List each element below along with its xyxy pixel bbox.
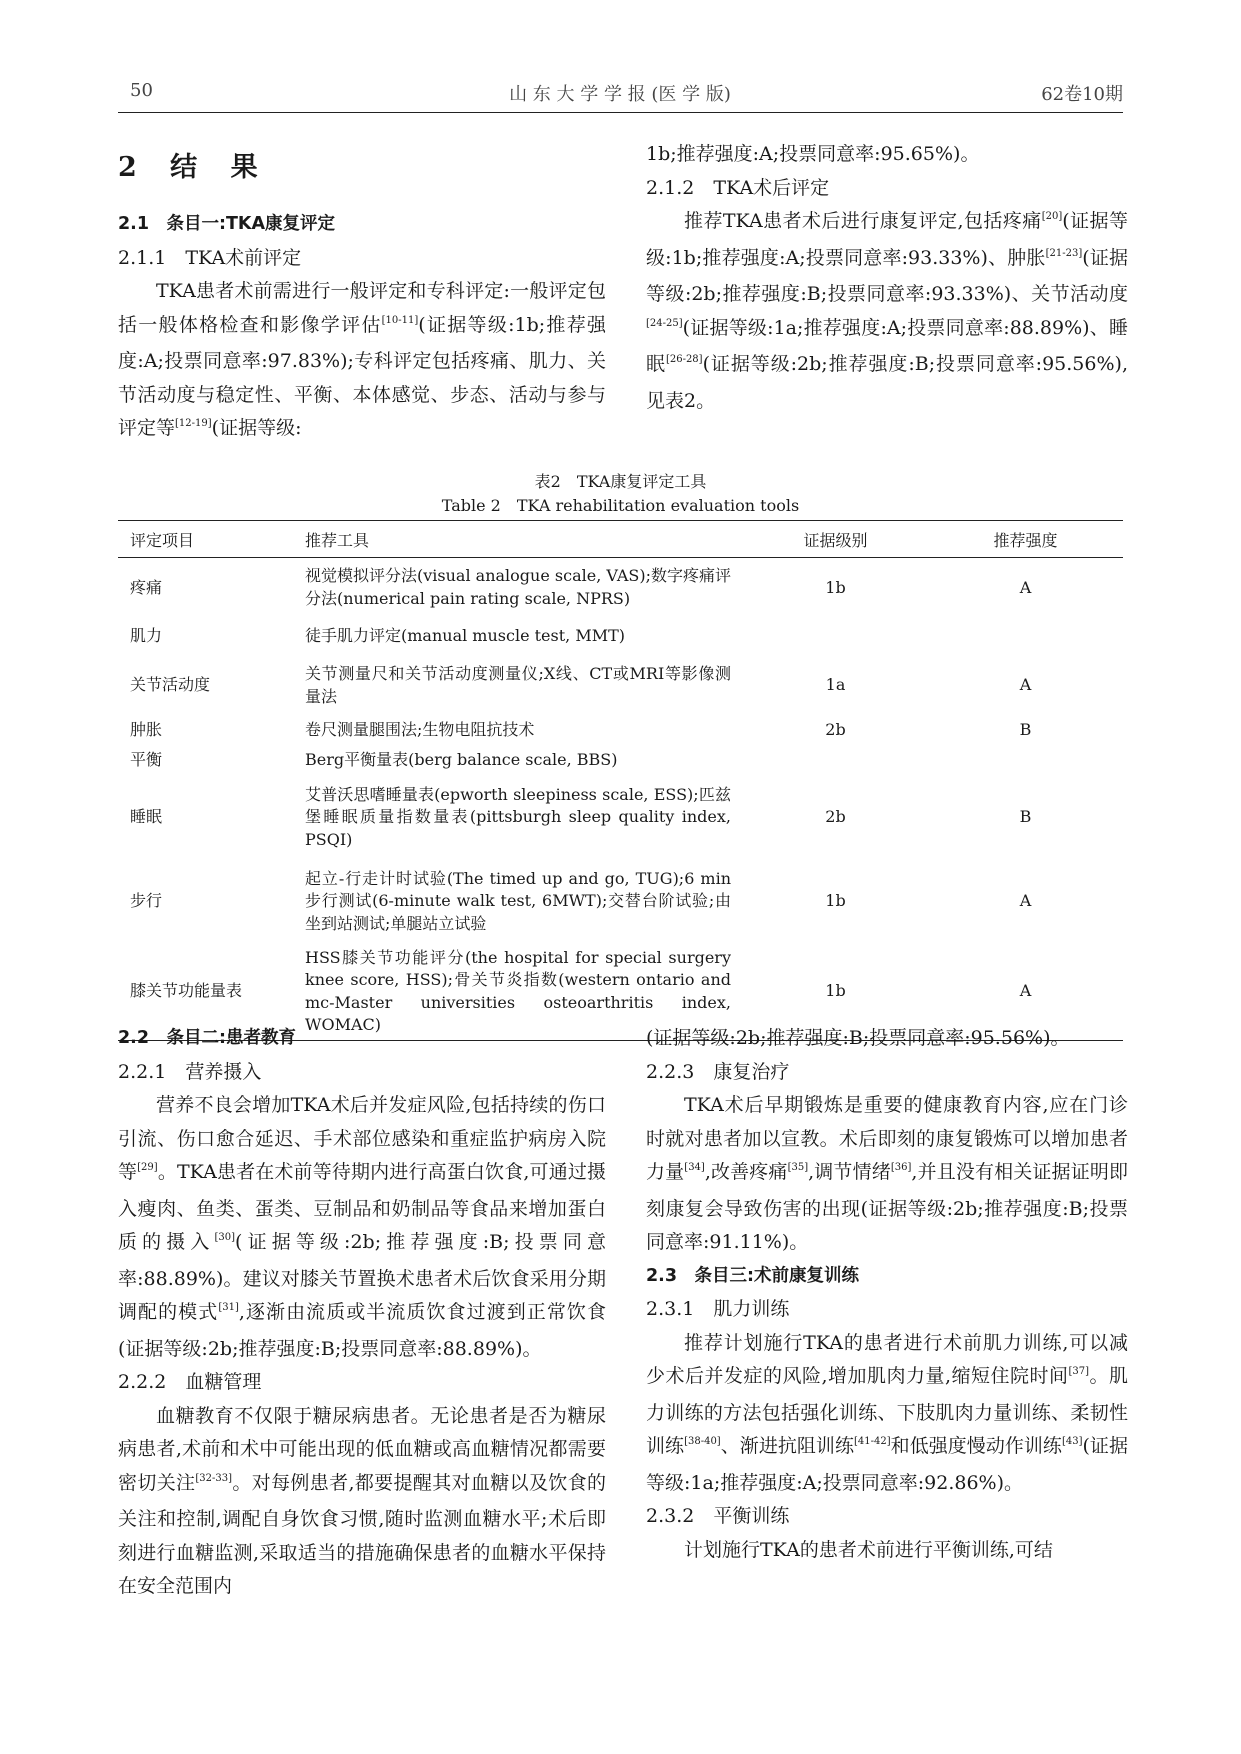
- citation: [29]: [137, 1162, 158, 1173]
- citation: [21-23]: [1045, 247, 1083, 259]
- heading-2-1-2: 2.1.2 TKA术后评定: [646, 176, 830, 199]
- table-row: [118, 776, 1123, 860]
- item-cell: 睡眠: [130, 807, 163, 827]
- heading-2-2: 2.2 条目二:患者教育: [118, 1028, 296, 1048]
- citation: [12-19]: [175, 418, 212, 429]
- strength-cell: [928, 618, 1123, 656]
- level-cell: 2b: [825, 720, 846, 740]
- level-cell: 1b: [825, 891, 846, 911]
- text-run: 推荐计划施行TKA的患者进行术前肌力训练,可以减少术后并发症的风险,增加肌肉力量,缩短住院时间: [646, 1331, 1128, 1387]
- strength-cell: B: [1019, 720, 1032, 740]
- citation: [24-25]: [646, 317, 683, 329]
- continued-text: 1b;推荐强度:A;投票同意率:95.65%)。: [646, 143, 980, 165]
- level-cell: [743, 618, 928, 656]
- text-run: 营养不良会增加TKA术后并发症风险,包括持续的伤口引流、伤口愈合延迟、手术部位感染和重症监护病房入院等: [118, 1094, 606, 1183]
- text-run: (证据等级:2b;推荐强度:B;投票同意率:93.33%)、关节活动度: [646, 246, 1128, 305]
- table-row: [118, 746, 1123, 776]
- paragraph-2-2-3: [646, 1089, 1128, 1260]
- text-run: 和低强度慢动作训练: [890, 1435, 1062, 1457]
- text-run: (证据等级:1a;推荐强度:A;投票同意率:92.86%)。: [646, 1435, 1128, 1494]
- tool-cell: 视觉模拟评分法(visual analogue scale, VAS);数字疼痛评分法(numerical pain rating scale, NPRS): [305, 566, 731, 608]
- table-header-row: [118, 521, 1123, 558]
- strength-cell: A: [928, 944, 1123, 1041]
- item-cell: 关节活动度: [130, 675, 211, 695]
- item-cell: 膝关节功能量表: [118, 944, 293, 1041]
- item-cell: 疼痛: [130, 577, 163, 597]
- text-run: 。肌力训练的方法包括强化训练、下肢肌肉力量训练、柔韧性训练: [646, 1365, 1128, 1457]
- item-cell: 肿胀: [130, 720, 163, 740]
- heading-2-2-1: 2.2.1 营养摄入: [118, 1060, 262, 1083]
- level-cell: 1b: [825, 577, 846, 597]
- strength-cell: [928, 746, 1123, 776]
- citation: [36]: [890, 1162, 912, 1173]
- tool-cell: 艾普沃思嗜睡量表(epworth sleepiness scale, ESS);匹兹堡睡眠质量指数量表(pittsburgh sleep quality index, PSQI): [305, 784, 731, 849]
- text-run: ,调节情绪: [808, 1161, 891, 1183]
- table-row: [118, 656, 1123, 716]
- item-cell: 平衡: [130, 750, 163, 770]
- citation: [38-40]: [684, 1436, 721, 1447]
- text-run: 血糖教育不仅限于糖尿病患者。无论患者是否为糖尿病患者,术前和术中可能出现的低血糖或高血糖情况都需要密切关注: [118, 1404, 606, 1494]
- continued-text: (证据等级:2b;推荐强度:B;投票同意率:95.56%)。: [646, 1027, 1070, 1049]
- text-run: (证据等级:2b;推荐强度:B;投票同意率:88.89%)。建议对膝关节置换术患者术后饮食采用分期调配的模式: [118, 1231, 606, 1323]
- text-run: TKA患者术前需进行一般评定和专科评定:一般评定包括一般体格检查和影像学评估: [118, 280, 606, 336]
- paragraph-2-3-1: [646, 1327, 1128, 1501]
- page-number: 50: [130, 80, 153, 101]
- journal-title: 山 东 大 学 学 报 (医 学 版): [509, 84, 731, 105]
- text-run: (证据等级:1b;推荐强度:A;投票同意率:97.83%);专科评定包括疼痛、肌力、关节活动度与稳定性、平衡、本体感觉、步态、活动与参与评定等: [118, 313, 606, 439]
- citation: [41-42]: [853, 1436, 891, 1447]
- bottom-right-column: [646, 1022, 1128, 1567]
- text-run: (证据等级:1a;推荐强度:A;投票同意率:88.89%)、睡眠: [646, 316, 1128, 375]
- heading-2-1: 2.1 条目一:TKA康复评定: [118, 214, 336, 234]
- tool-cell: 关节测量尺和关节活动度测量仪;X线、CT或MRI等影像测量法: [305, 664, 731, 706]
- tool-cell: 徒手肌力评定(manual muscle test, MMT): [305, 626, 626, 646]
- strength-cell: A: [1019, 577, 1032, 597]
- strength-cell: A: [1019, 891, 1032, 911]
- level-cell: 1a: [825, 675, 846, 695]
- paragraph-2-2-1: [118, 1089, 606, 1366]
- header-cell: 推荐工具: [293, 521, 743, 558]
- heading-2-2-2: 2.2.2 血糖管理: [118, 1371, 262, 1393]
- table-row: [118, 618, 1123, 656]
- paragraph-2-1-1: [118, 275, 606, 449]
- bottom-left-column: [118, 1022, 606, 1604]
- citation: [30]: [214, 1232, 236, 1243]
- table-caption-en: Table 2 TKA rehabilitation evaluation tools: [441, 496, 800, 515]
- header-cell: 证据级别: [743, 521, 928, 558]
- text-run: (证据等级:1b;推荐强度:A;投票同意率:93.33%)、肿胀: [646, 210, 1128, 269]
- tool-cell: HSS膝关节功能评分(the hospital for special surgery knee score, HSS);骨关节炎指数(western ontario and mc-Master universities osteoarthritis index, WOMAC): [293, 944, 743, 1041]
- citation: [26-28]: [665, 354, 703, 365]
- level-cell: 2b: [825, 807, 846, 827]
- text-run: ,逐渐由流质或半流质饮食过渡到正常饮食(证据等级:2b;推荐强度:B;投票同意率:88.89%)。: [118, 1301, 606, 1360]
- text-run: (证据等级:: [211, 417, 302, 439]
- citation: [35]: [787, 1162, 809, 1173]
- citation: [34]: [684, 1162, 705, 1173]
- tool-cell: Berg平衡量表(berg balance scale, BBS): [305, 750, 618, 770]
- header-rule: [118, 112, 1123, 113]
- citation: [31]: [218, 1302, 239, 1313]
- item-cell: 肌力: [130, 626, 163, 646]
- heading-2-2-3: 2.2.3 康复治疗: [646, 1060, 790, 1083]
- heading-2-3-1: 2.3.1 肌力训练: [646, 1298, 790, 1320]
- header-cell: 推荐强度: [928, 521, 1123, 558]
- text-run: 。TKA患者在术前等待期内进行高蛋白饮食,可通过摄入瘦肉、鱼类、蛋类、豆制品和奶制品等食品来增加蛋白质的摄入: [118, 1161, 606, 1253]
- paragraph-2-1-2: [646, 205, 1128, 418]
- table-row: [118, 558, 1123, 618]
- citation: [20]: [1041, 211, 1063, 222]
- table-row: [118, 716, 1123, 746]
- text-run: TKA术后早期锻炼是重要的健康教育内容,应在门诊时就对患者加以宣教。术后即刻的康复锻炼可以增加患者力量: [646, 1094, 1128, 1183]
- citation: [43]: [1061, 1436, 1083, 1447]
- heading-2-3: 2.3 条目三:术前康复训练: [646, 1265, 859, 1286]
- paragraph-2-3-2: 计划施行TKA的患者术前进行平衡训练,可结: [684, 1538, 1053, 1561]
- citation: [37]: [1068, 1366, 1089, 1377]
- table-caption-cn: 表2 TKA康复评定工具: [534, 472, 707, 491]
- tool-cell: 起立-行走计时试验(The timed up and go, TUG);6 min步行测试(6-minute walk test, 6MWT);交替台阶试验;由坐到站测试;单腿站立试验: [305, 868, 731, 933]
- top-left-column: [118, 148, 606, 449]
- paragraph-2-2-2: [118, 1400, 606, 1604]
- level-cell: [743, 746, 928, 776]
- strength-cell: B: [1019, 807, 1032, 827]
- heading-2-3-2: 2.3.2 平衡训练: [646, 1505, 790, 1527]
- strength-cell: A: [1019, 675, 1032, 695]
- header-cell: 评定项目: [118, 521, 293, 558]
- text-run: 、渐进抗阻训练: [720, 1435, 854, 1457]
- text-run: (证据等级:2b;推荐强度:B;投票同意率:95.56%),见表2。: [646, 353, 1128, 412]
- text-run: ,改善疼痛: [704, 1161, 788, 1183]
- top-right-column: [646, 138, 1128, 418]
- tool-cell: 卷尺测量腿围法;生物电阻抗技术: [305, 720, 535, 740]
- item-cell: 步行: [130, 891, 163, 911]
- table-row: [118, 860, 1123, 944]
- text-run: 。对每例患者,都要提醒其对血糖以及饮食的关注和控制,调配自身饮食习惯,随时监测血糖水平;术后即刻进行血糖监测,采取适当的措施确保患者的血糖水平保持在安全范围内: [118, 1471, 606, 1597]
- citation: [32-33]: [195, 1472, 233, 1484]
- citation: [10-11]: [381, 314, 419, 326]
- text-run: 推荐TKA患者术后进行康复评定,包括疼痛: [684, 210, 1042, 232]
- evaluation-tools-table: [118, 520, 1123, 1041]
- volume-issue: 62卷10期: [1041, 84, 1123, 105]
- level-cell: 1b: [743, 944, 928, 1041]
- heading-2-1-1: 2.1.1 TKA术前评定: [118, 246, 302, 269]
- text-run: ,并且没有相关证据证明即刻康复会导致伤害的出现(证据等级:2b;推荐强度:B;投票同意率:91.11%)。: [646, 1161, 1128, 1253]
- section-heading: 2 结 果: [118, 152, 270, 183]
